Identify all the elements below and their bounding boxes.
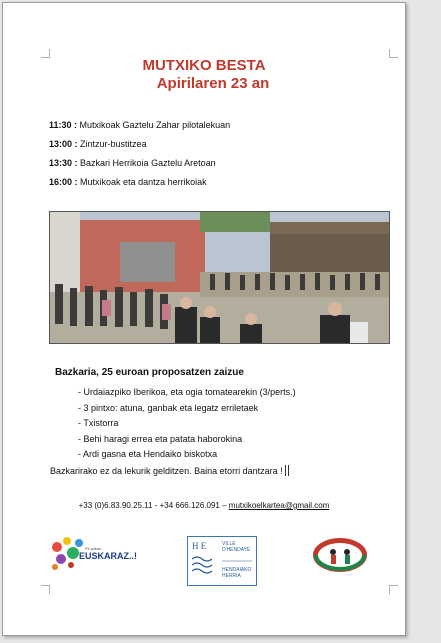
menu-item: - Ardi gasna eta Hendaiko biskotxa xyxy=(78,449,218,459)
text-cursor xyxy=(285,465,289,476)
mutxiko-elkartea-logo xyxy=(313,537,367,573)
schedule-text: Mutxikoak eta dantza herrikoiak xyxy=(80,177,207,187)
menu-item: - Urdaiazpiko Iberikoa, eta ogia tomatearekin (3/perts.) xyxy=(78,387,296,397)
hendaye-letters: H E xyxy=(192,541,207,551)
hendaye-text-3: HENDAIAKO xyxy=(222,567,252,573)
hendaye-logo-graphic xyxy=(188,537,256,585)
schedule-item xyxy=(49,120,230,139)
euskaraz-logo xyxy=(49,533,137,573)
mutxiko-logo-graphic xyxy=(313,537,367,573)
meal-heading: Bazkaria, 25 euroan proposatzen zaizue xyxy=(55,367,244,378)
margin-corner-bottom-right xyxy=(389,585,398,594)
hendaye-text-2: D'HENDAYE xyxy=(222,547,251,553)
schedule-text: Mutxikoak Gaztelu Zahar pilotalekuan xyxy=(79,120,231,130)
schedule-item xyxy=(49,158,230,177)
schedule-time: 16:00 : xyxy=(49,177,78,187)
schedule-text: Zintzur-bustitzea xyxy=(80,139,147,149)
schedule-item xyxy=(49,139,230,158)
note-line xyxy=(50,465,289,476)
schedule-time: 13:00 : xyxy=(49,139,78,149)
schedule-list xyxy=(49,120,230,196)
schedule-item xyxy=(49,177,230,196)
note-text: Bazkarirako ez da lekurik gelditzen. Baina etorri dantzara ! xyxy=(50,466,283,476)
euskaraz-small-text: Pil-pilean xyxy=(85,546,102,551)
menu-item: - Behi haragi errea eta patata haborokina xyxy=(78,433,243,444)
contact-line xyxy=(3,501,405,510)
margin-corner-bottom-left xyxy=(41,585,50,594)
meal-menu-list xyxy=(78,387,296,465)
hendaye-text-1: VILLE xyxy=(222,541,236,547)
event-photo xyxy=(49,211,390,344)
hendaye-text-4: HERRIA xyxy=(222,573,241,579)
menu-item: - Txistorra xyxy=(78,418,119,428)
contact-phones: +33 (0)6.83.90.25.11 - +34 666.126.091 – xyxy=(78,501,227,510)
schedule-text: Bazkari Herrikoia Gaztelu Aretoan xyxy=(80,158,216,168)
schedule-time: 13:30 : xyxy=(49,158,78,168)
document-page xyxy=(2,2,406,636)
page-title: MUTXIKO BESTA xyxy=(142,57,266,74)
menu-item: - 3 pintxo: atuna, ganbak eta legatz erriletaek xyxy=(78,402,259,413)
euskaraz-text: EUSKARAZ..! xyxy=(79,551,137,561)
schedule-time: 11:30 : xyxy=(49,120,78,130)
euskaraz-logo-graphic xyxy=(49,533,137,573)
hendaye-logo xyxy=(187,536,257,586)
event-photo-illustration xyxy=(50,212,389,343)
page-subtitle: Apirilaren 23 an xyxy=(156,75,270,92)
contact-email-link[interactable]: mutxikoelkartea@gmail.com xyxy=(228,501,330,510)
